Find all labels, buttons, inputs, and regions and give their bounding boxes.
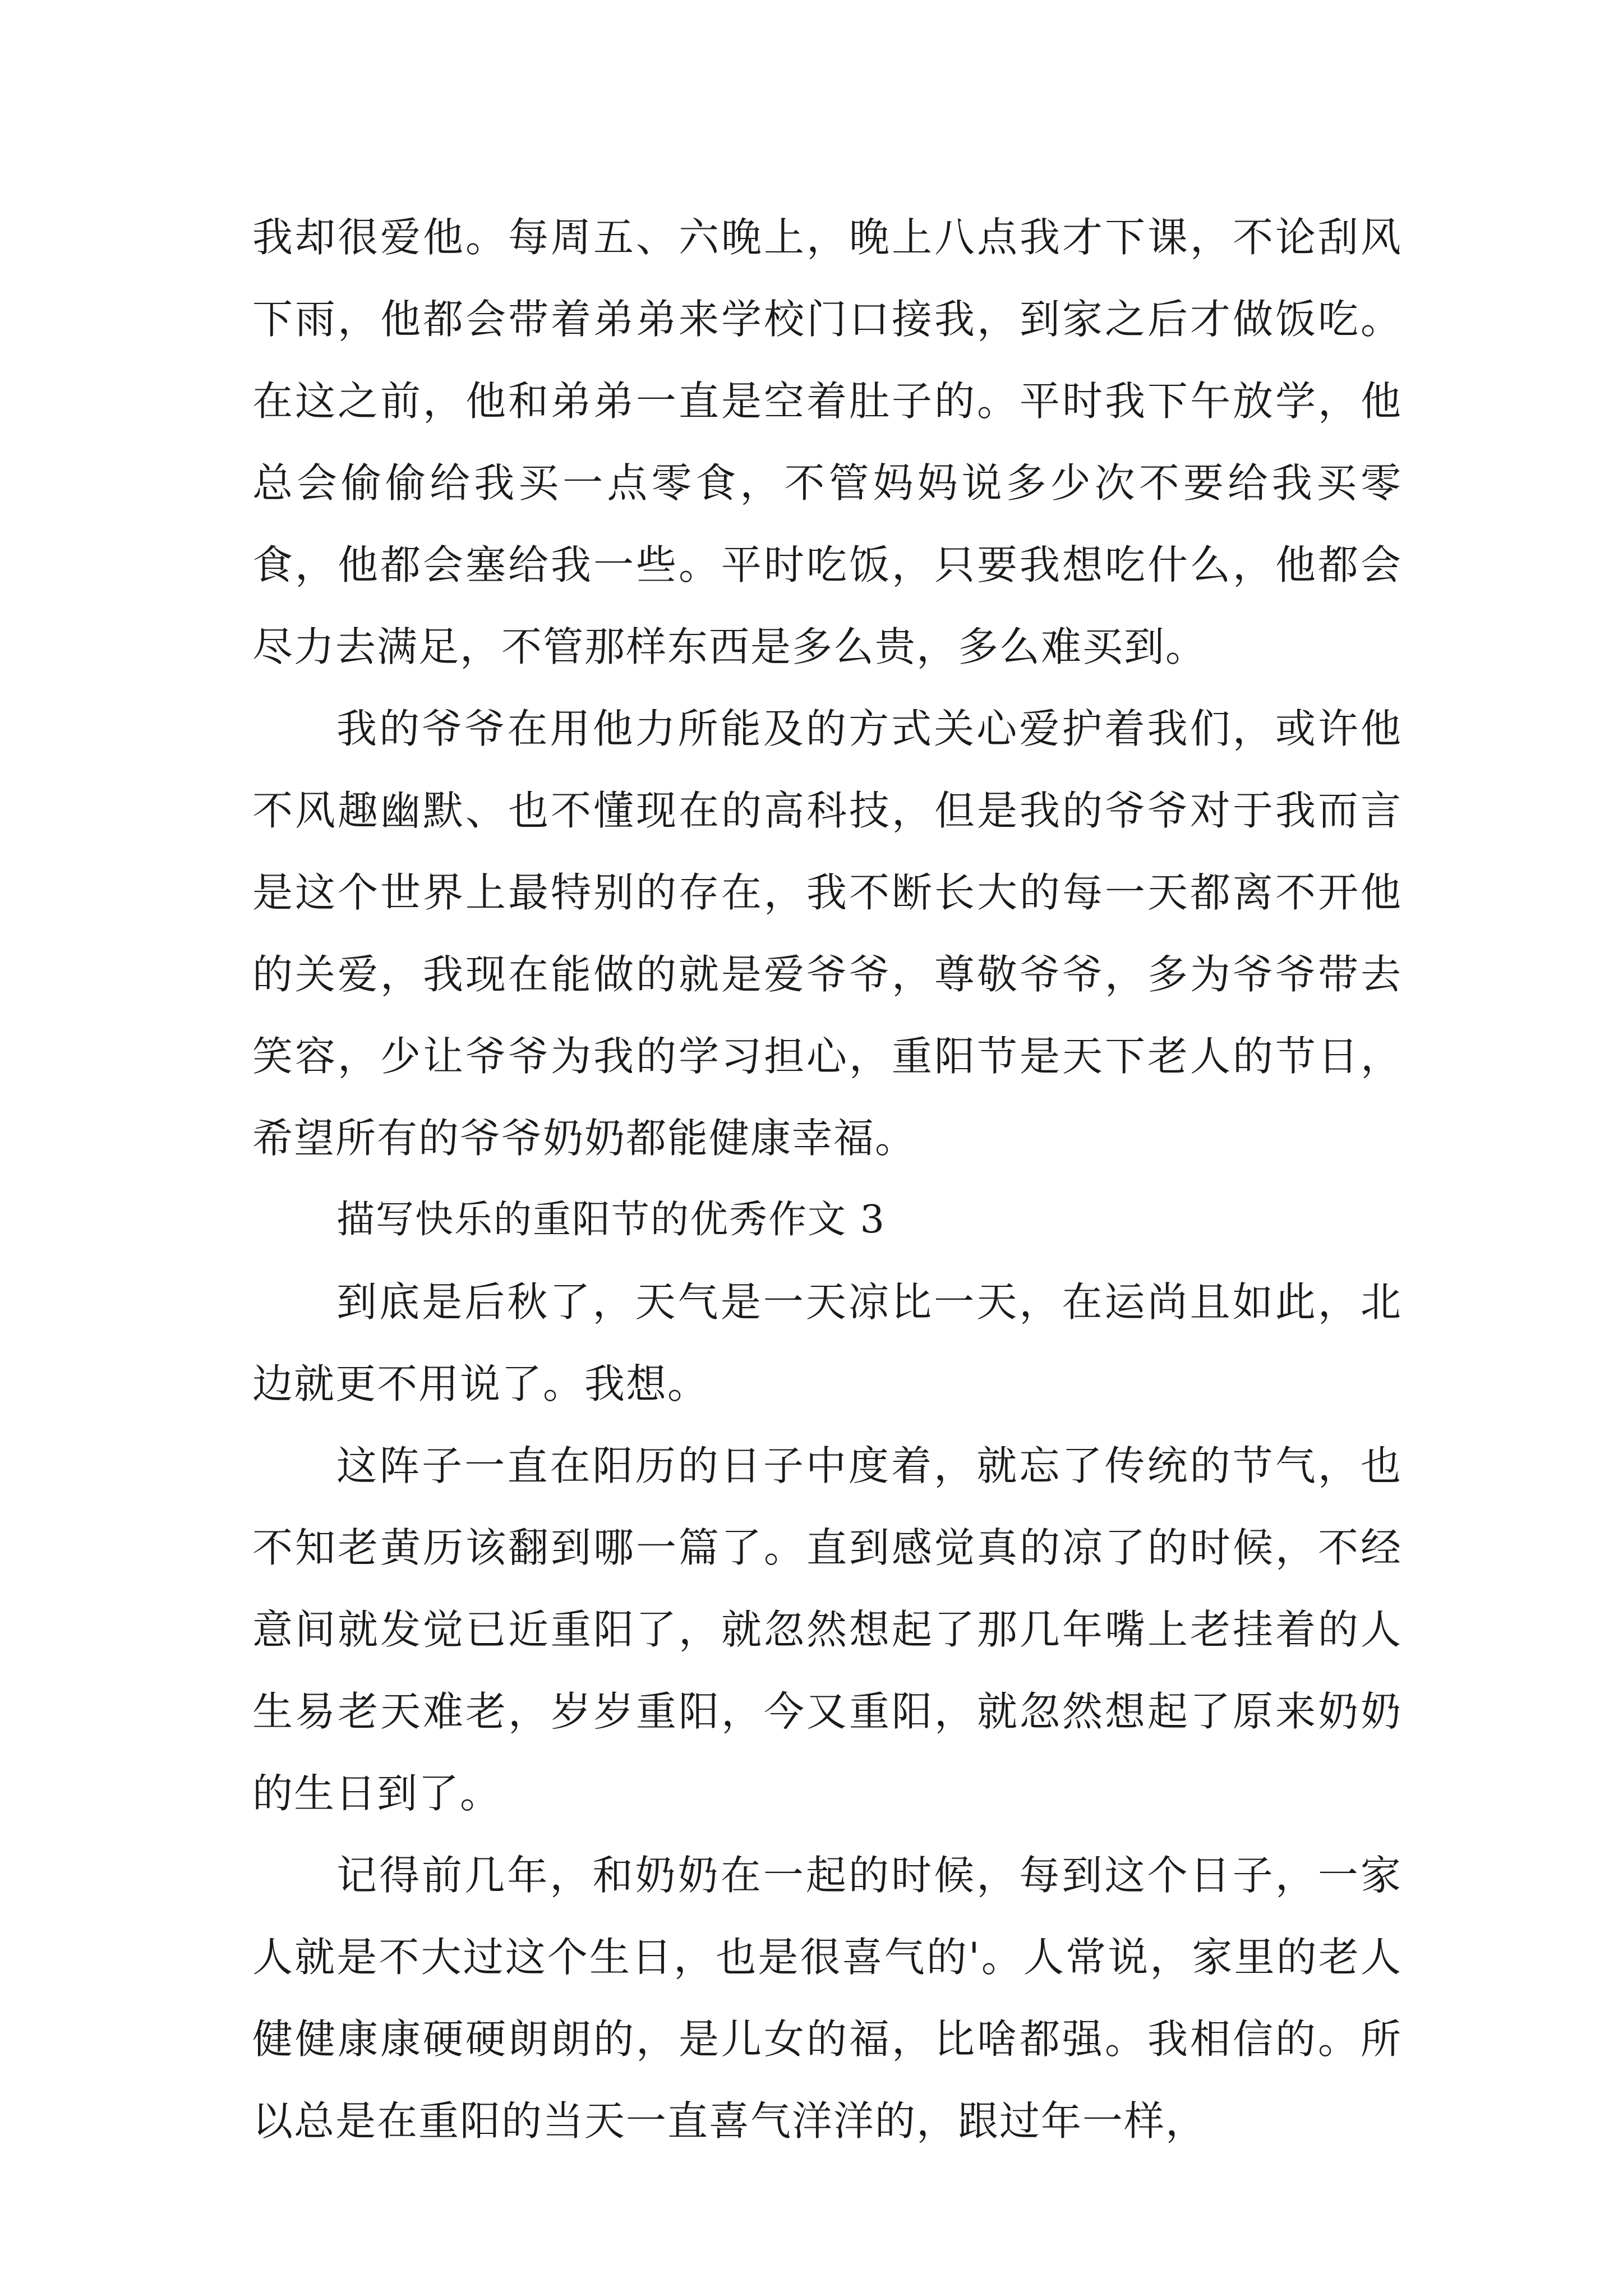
paragraph-grandpa-care: 我的爷爷在用他力所能及的方式关心爱护着我们，或许他不风趣幽默、也不懂现在的高科技，但是我的爷爷对于我而言是这个世界上最特别的存在，我不断长大的每一天都离不开他的关爱，我现在能做的就是爱爷爷，尊敬爷爷，多为爷爷带去笑容，少让爷爷为我的学习担心，重阳节是天下老人的节日，希望所有的爷爷奶奶都能健康幸福。: [252, 705, 1402, 1162]
paragraph-double-ninth: 这阵子一直在阳历的日子中度着，就忘了传统的节气，也不知老黄历该翻到哪一篇了。直到感觉真的凉了的时候，不经意间就发觉已近重阳了，就忽然想起了那几年嘴上老挂着的人生易老天难老，岁岁重阳，今又重阳，就忽然想起了原来奶奶的生日到了。: [252, 1442, 1402, 1817]
paragraph-grandma-birthday: 记得前几年，和奶奶在一起的时候，每到这个日子，一家人就是不大过这个生日，也是很喜气的'。人常说，家里的老人健健康康硬硬朗朗的，是儿女的福，比啥都强。我相信的。所以总是在重阳的当天一直喜气洋洋的，跟过年一样，: [252, 1852, 1402, 2145]
document-body: [252, 196, 1402, 2162]
paragraph-continued: 我却很爱他。每周五、六晚上，晚上八点我才下课，不论刮风下雨，他都会带着弟弟来学校门口接我，到家之后才做饭吃。在这之前，他和弟弟一直是空着肚子的。平时我下午放学，他总会偷偷给我买一点零食，不管妈妈说多少次不要给我买零食，他都会塞给我一些。平时吃饭，只要我想吃什么，他都会尽力去满足，不管那样东西是多么贵，多么难买到。: [252, 214, 1402, 670]
paragraph-late-autumn: 到底是后秋了，天气是一天凉比一天，在运尚且如此，北边就更不用说了。我想。: [252, 1278, 1402, 1407]
essay-title-3: 描写快乐的重阳节的优秀作文 3: [336, 1198, 886, 1242]
